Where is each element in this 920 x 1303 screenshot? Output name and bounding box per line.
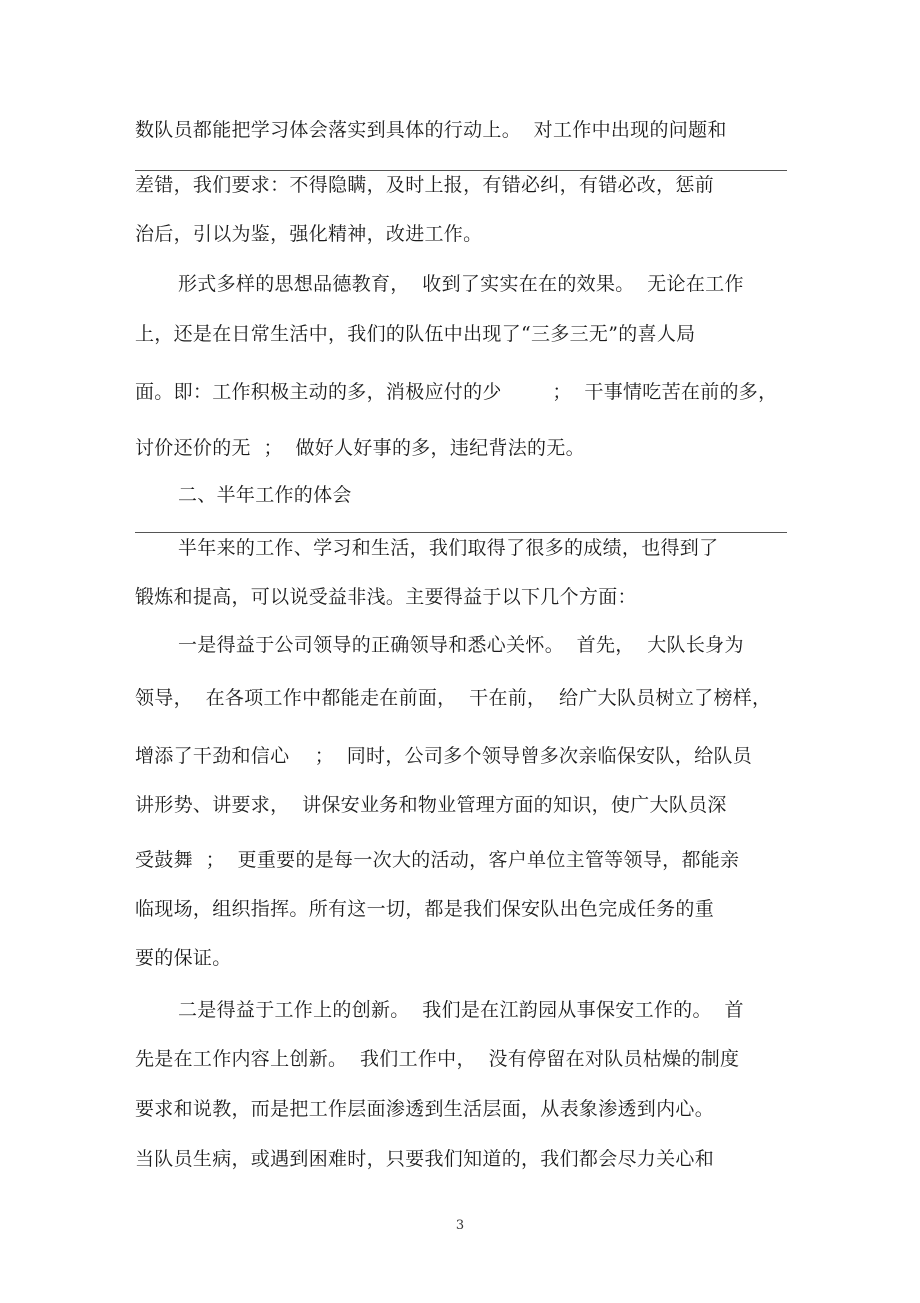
section-heading: 二、半年工作的体会 — [178, 484, 352, 506]
text-line-5: 上，还是在日常生活中，我们的队伍中出现了“三多三无”的喜人局 — [135, 323, 696, 345]
text-line-21: 当队员生病，或遇到困难时，只要我们知道的，我们都会尽力关心和 — [135, 1148, 715, 1170]
text-line-9: 半年来的工作、学习和生活，我们取得了很多的成绩，也得到了 — [178, 537, 719, 559]
horizontal-rule-2 — [135, 532, 787, 533]
text-line-13: 增添了干劲和信心 ； 同时，公司多个领导曾多次亲临保安队，给队员 — [135, 745, 753, 767]
text-line-11: 一是得益于公司领导的正确领导和悉心关怀。 首先， 大队长身为 — [178, 634, 744, 656]
text-line-19: 先是在工作内容上创新。 我们工作中， 没有停留在对队员枯燥的制度 — [135, 1048, 740, 1070]
text-line-14: 讲形势、讲要求， 讲保安业务和物业管理方面的知识，使广大队员深 — [135, 794, 727, 816]
page-number: 3 — [455, 1218, 465, 1233]
horizontal-rule-1 — [135, 170, 787, 171]
text-line-16: 临现场，组织指挥。所有这一切，都是我们保安队出色完成任务的重 — [135, 898, 715, 920]
text-line-2: 差错，我们要求：不得隐瞒，及时上报，有错必纠，有错必改，惩前 — [135, 174, 715, 196]
text-line-4: 形式多样的思想品德教育， 收到了实实在在的效果。 无论在工作 — [178, 273, 744, 295]
text-line-12: 领导， 在各项工作中都能走在前面， 干在前， 给广大队员树立了榜样， — [135, 687, 772, 709]
text-line-3: 治后，引以为鉴，强化精神，改进工作。 — [135, 223, 483, 245]
text-line-1: 数队员都能把学习体会落实到具体的行动上。 对工作中出现的问题和 — [135, 119, 727, 141]
text-line-6: 面。即：工作积极主动的多，消极应付的少 ； 干事情吃苦在前的多， — [135, 381, 778, 403]
text-line-10: 锻炼和提高，可以说受益非浅。主要得益于以下几个方面： — [135, 586, 637, 608]
text-line-7: 讨价还价的无 ； 做好人好事的多，违纪背法的无。 — [135, 437, 585, 459]
text-line-17: 要的保证。 — [135, 947, 232, 969]
text-line-20: 要求和说教，而是把工作层面渗透到生活层面，从表象渗透到内心。 — [135, 1098, 715, 1120]
text-line-15: 受鼓舞 ； 更重要的是每一次大的活动，客户单位主管等领导，都能亲 — [135, 849, 740, 871]
text-line-18: 二是得益于工作上的创新。 我们是在江韵园从事保安工作的。 首 — [178, 999, 744, 1021]
